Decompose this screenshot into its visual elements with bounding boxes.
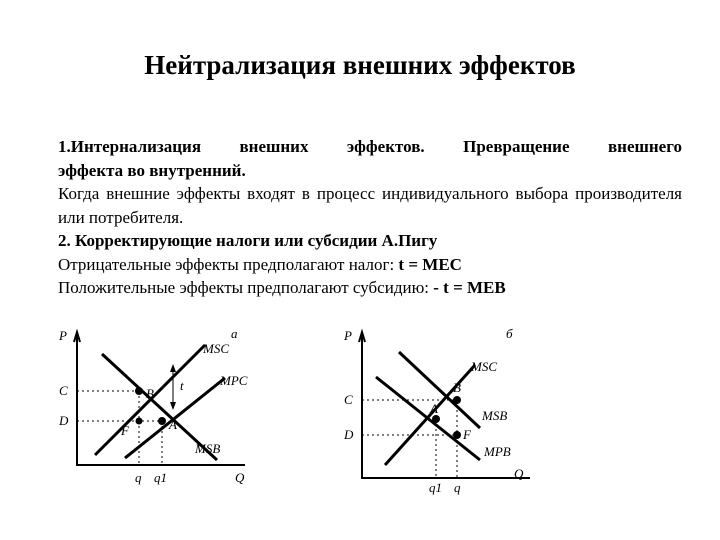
graph-a-price-d: D [59,413,69,428]
paragraph-negative-effects [58,253,682,277]
graph-b-label-b: B [453,380,461,395]
graph-b-q-axis-label: Q [514,466,524,481]
negative-effects-text: Отрицательные эффекты предполагают налог: [58,254,399,274]
graph-b-price-c: C [344,392,353,407]
positive-effects-text: Положительные эффекты предполагают субсидию: [58,278,434,297]
graph-b-msb-label: MSB [482,408,508,423]
graph-a-point-b [135,387,143,395]
graph-a [55,320,255,495]
paragraph-positive-effects [58,276,682,300]
paragraph-pigou-heading: 2. Корректирующие налоги или субсидии А.Пигу [58,231,438,250]
slide-body [58,135,682,300]
graph-b-tick-q: q [454,480,461,495]
paragraph-internalization-line1: 1.Интернализация внешних эффектов. Превращение внешнего [58,137,682,156]
graph-b-p-axis-label: P [344,328,352,343]
graph-b-msb-curve [399,352,480,428]
graph-a-tick-q1: q1 [154,470,167,485]
graph-b-label-f: F [463,427,471,442]
graph-b-mpb-curve [376,377,480,460]
graph-a-tick-q: q [135,470,142,485]
graph-a-point-a [158,417,166,425]
graph-a-msb-label: MSB [195,441,221,456]
graph-b-tick-q1: q1 [429,480,442,495]
graph-a-msc-label: MSC [203,341,229,356]
graph-b-label-a: A [430,401,438,416]
slide-title: Нейтрализация внешних эффектов [144,50,576,80]
graph-b-panel-label: б [506,326,513,341]
graph-a-mpc-label: MPC [220,373,248,388]
graph-a-point-f [136,418,143,425]
graph-b-point-a [432,415,440,423]
subsidy-formula: - t = MEB [433,278,506,297]
graph-b [340,320,540,495]
graph-b-point-f [453,431,461,439]
paragraph-internalization-line2: эффекта во внутренний. [58,160,246,180]
graph-b-mpb-label: MPB [484,444,511,459]
graph-b-price-d: D [344,427,354,442]
graph-a-q-axis-label: Q [235,470,245,485]
paragraph-internalization-explanation: Когда внешние эффекты входят в процесс индивидуального выбора производителя или потребителя. [58,184,682,227]
graph-a-tax-label: t [180,378,184,393]
graph-b-point-b [453,396,461,404]
graph-a-label-a: A [169,417,177,432]
graph-a-p-axis-label: P [59,328,67,343]
graph-a-label-b: B [146,386,154,401]
graph-a-panel-label: a [231,326,238,341]
graph-a-label-f: F [121,423,129,438]
graph-b-msc-label: MSC [471,359,497,374]
graph-a-price-c: C [59,383,68,398]
tax-formula: t = MEC [398,254,462,274]
